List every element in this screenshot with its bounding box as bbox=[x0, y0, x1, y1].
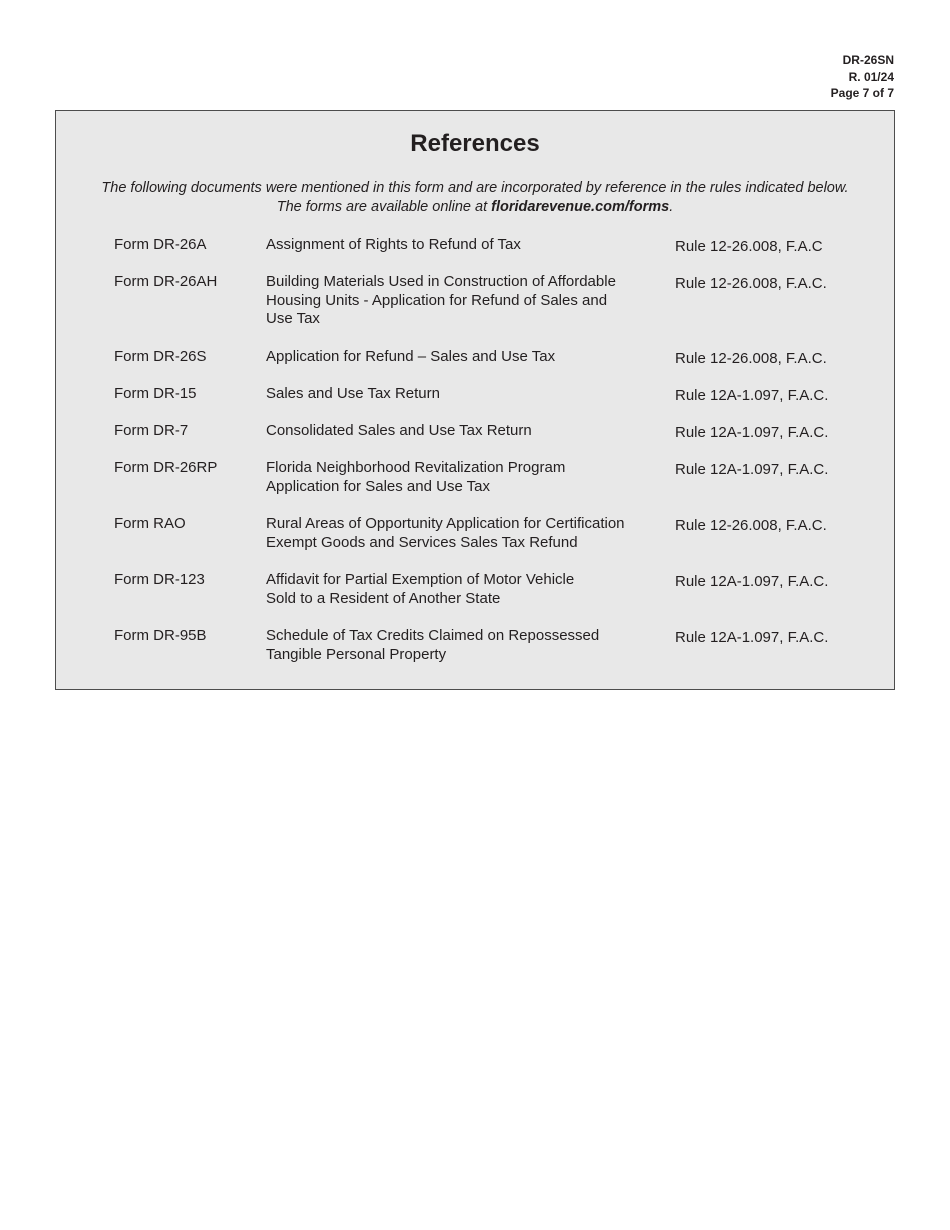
intro-line-1: The following documents were mentioned in this form and are incorporated by reference in the rules indicated below. bbox=[101, 180, 849, 196]
rule-reference: Rule 12A-1.097, F.A.C. bbox=[675, 387, 829, 404]
form-title-line: Use Tax bbox=[266, 310, 320, 328]
form-title bbox=[266, 348, 656, 367]
page-title: References bbox=[410, 130, 540, 157]
form-number: Form DR-7 bbox=[114, 422, 189, 439]
form-title-line: Exempt Goods and Services Sales Tax Refund bbox=[266, 533, 578, 551]
references-panel bbox=[55, 110, 895, 690]
form-title bbox=[266, 422, 656, 441]
form-title-line: Rural Areas of Opportunity Application for Certification bbox=[266, 515, 625, 532]
form-title-line: Application for Refund – Sales and Use Tax bbox=[266, 348, 556, 365]
intro-suffix: . bbox=[669, 199, 674, 215]
form-title bbox=[266, 571, 656, 608]
intro-prefix: The forms are available online at bbox=[276, 199, 492, 215]
form-title-line: Schedule of Tax Credits Claimed on Repossessed bbox=[266, 627, 600, 644]
rule-reference: Rule 12-26.008, F.A.C bbox=[675, 238, 823, 255]
forms-link[interactable]: floridarevenue.com/forms bbox=[491, 199, 670, 215]
rule-reference: Rule 12-26.008, F.A.C. bbox=[675, 350, 827, 367]
page-header bbox=[831, 52, 894, 102]
form-title bbox=[266, 459, 656, 496]
form-number: Form DR-26RP bbox=[114, 459, 218, 476]
form-title bbox=[266, 385, 656, 404]
form-number: Form RAO bbox=[114, 515, 186, 532]
form-title-line: Building Materials Used in Construction of Affordable bbox=[266, 273, 616, 290]
rule-reference: Rule 12-26.008, F.A.C. bbox=[675, 275, 827, 292]
form-title-line: Application for Sales and Use Tax bbox=[266, 477, 491, 495]
rule-reference: Rule 12-26.008, F.A.C. bbox=[675, 517, 827, 534]
form-title-line: Housing Units - Application for Refund of Sales and bbox=[266, 291, 608, 309]
references-intro bbox=[56, 179, 894, 217]
form-title bbox=[266, 627, 656, 664]
form-title bbox=[266, 273, 656, 329]
form-number: Form DR-95B bbox=[114, 627, 207, 644]
form-title-line: Tangible Personal Property bbox=[266, 645, 447, 663]
form-title bbox=[266, 236, 656, 255]
rule-reference: Rule 12A-1.097, F.A.C. bbox=[675, 461, 829, 478]
form-number: Form DR-26AH bbox=[114, 273, 218, 290]
form-title-line: Consolidated Sales and Use Tax Return bbox=[266, 422, 532, 439]
form-title-line: Florida Neighborhood Revitalization Program bbox=[266, 459, 566, 476]
revision-date: R. 01/24 bbox=[848, 69, 894, 84]
page-number: Page 7 of 7 bbox=[830, 86, 894, 100]
form-number: Form DR-123 bbox=[114, 571, 205, 588]
form-number: Form DR-26S bbox=[114, 348, 207, 365]
form-number: Form DR-26A bbox=[114, 236, 207, 253]
rule-reference: Rule 12A-1.097, F.A.C. bbox=[675, 424, 829, 441]
form-title bbox=[266, 515, 656, 552]
rule-reference: Rule 12A-1.097, F.A.C. bbox=[675, 573, 829, 590]
form-title-line: Affidavit for Partial Exemption of Motor Vehicle bbox=[266, 571, 575, 588]
form-id: DR-26SN bbox=[842, 53, 894, 67]
intro-line-2 bbox=[56, 198, 894, 217]
form-number: Form DR-15 bbox=[114, 385, 197, 402]
form-title-line: Assignment of Rights to Refund of Tax bbox=[266, 236, 521, 253]
form-title-line: Sold to a Resident of Another State bbox=[266, 589, 501, 607]
rule-reference: Rule 12A-1.097, F.A.C. bbox=[675, 629, 829, 646]
form-title-line: Sales and Use Tax Return bbox=[266, 385, 440, 402]
